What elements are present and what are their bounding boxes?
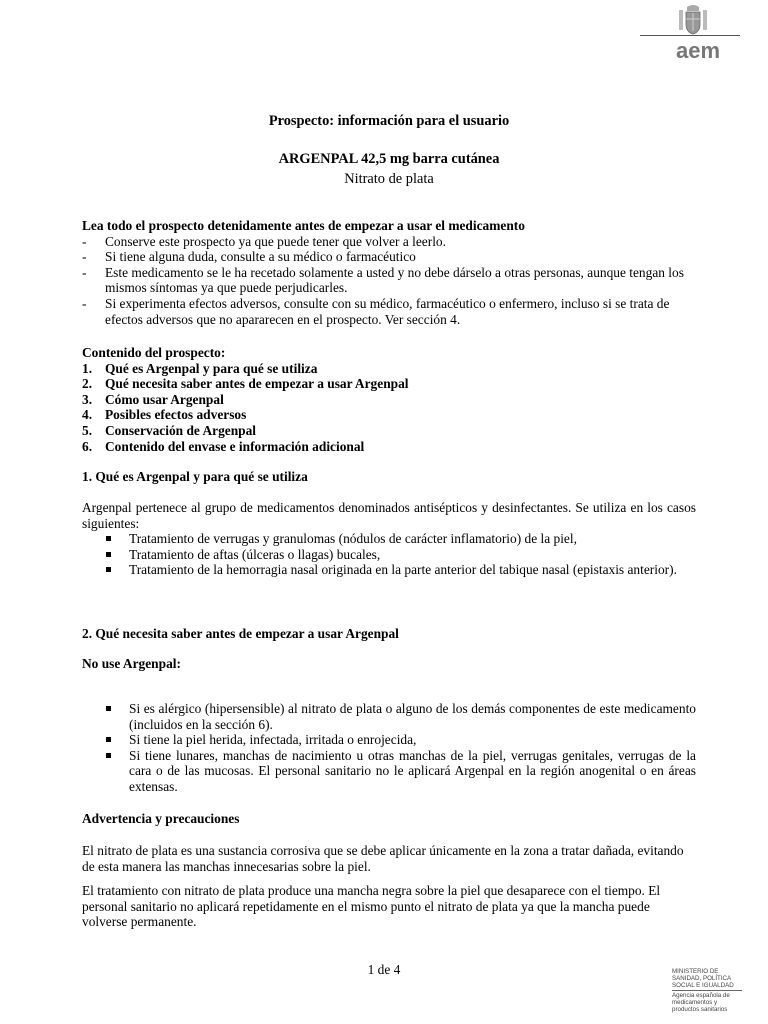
ministry-line: MINISTERIO DE [672, 968, 719, 975]
section1-body [82, 500, 696, 578]
intro-heading: Lea todo el prospecto detenidamente antes de empezar a usar el medicamento [82, 218, 525, 233]
no-use-heading: No use Argenpal: [82, 656, 181, 671]
no-use-body [82, 701, 696, 795]
header-rule [640, 35, 740, 36]
ministry-logo [672, 968, 744, 1013]
list-item: 4. Posibles efectos adversos [82, 407, 247, 423]
list-item: Tratamiento de verrugas y granulomas (nódulos de carácter inflamatorio) de la piel, [82, 531, 696, 547]
coat-of-arms-icon [676, 4, 710, 36]
ministry-line: SANIDAD, POLÍTICA [672, 975, 732, 982]
list-item: Si tiene la piel herida, infectada, irritada o enrojecida, [82, 732, 696, 748]
leaflet-title: Prospecto: información para el usuario [268, 113, 510, 129]
warnings-paragraph-2: El tratamiento con nitrato de plata produce una mancha negra sobre la piel que desaparece con el tiempo. El personal sanitario no aplicará repetidamente en el mismo punto el nitrato de plata ya que la mancha puede volverse permanente. [82, 883, 661, 930]
intro-section [82, 218, 696, 327]
list-item: - Este medicamento se le ha recetado solamente a usted y no debe dárselo a otras personas, aunque tengan los mismos síntomas ya que puede perjudicarles. [82, 265, 696, 296]
list-item: Si tiene lunares, manchas de nacimiento u otras manchas de la piel, verrugas genitales, verrugas de la cara o de las mucosas. El personal sanitario no le aplicará Argenpal en la región anogenital o en áreas extensas. [82, 748, 696, 795]
warnings-heading: Advertencia y precauciones [82, 811, 240, 826]
ministry-rule [672, 990, 742, 991]
section1-heading: 1. Qué es Argenpal y para qué se utiliza [82, 469, 308, 484]
ministry-line: SOCIAL E IGUALDAD [672, 982, 734, 989]
section1-list [82, 531, 696, 578]
agency-line: Agencia española de [672, 992, 730, 999]
list-item: - Si tiene alguna duda, consulte a su médico o farmacéutico [82, 249, 696, 265]
list-item: - Conserve este prospecto ya que puede tener que volver a leerlo. [82, 234, 696, 250]
no-use-list [82, 701, 696, 795]
contents-section [82, 345, 696, 454]
agency-line: productos sanitarios [672, 1006, 728, 1013]
product-name: ARGENPAL 42,5 mg barra cutánea [278, 151, 500, 167]
section1-paragraph: Argenpal pertenece al grupo de medicamentos denominados antisépticos y desinfectantes. Se utiliza en los casos siguientes: [82, 500, 696, 531]
list-item: - Si experimenta efectos adversos, consulte con su médico, farmacéutico o enfermero, incluso si se trata de efectos adversos que no apararecen en el prospecto. Ver sección 4. [82, 296, 696, 327]
list-item: 3. Cómo usar Argenpal [82, 391, 224, 407]
contents-heading: Contenido del prospecto: [82, 345, 226, 360]
active-substance: Nitrato de plata [344, 171, 434, 187]
svg-text:aem: aem [676, 38, 721, 63]
agency-logo [676, 38, 721, 63]
list-item: 5. Conservación de Argenpal [82, 422, 257, 438]
intro-list [82, 234, 696, 328]
list-item: Si es alérgico (hipersensible) al nitrato de plata o alguno de los demás componentes de este medicamento (incluidos en la sección 6). [82, 701, 696, 732]
contents-list [82, 361, 696, 455]
warnings-paragraph-1: El nitrato de plata es una sustancia corrosiva que se debe aplicar únicamente en la zona a tratar dañada, evitando de esta manera las manchas innecesarias sobre la piel. [82, 843, 684, 874]
agency-line: medicamentos y [672, 999, 718, 1006]
list-item: 6. Contenido del envase e información adicional [82, 438, 365, 454]
list-item: Tratamiento de la hemorragia nasal originada en la parte anterior del tabique nasal (epistaxis anterior). [82, 562, 696, 578]
list-item: Tratamiento de aftas (úlceras o llagas) bucales, [82, 547, 696, 563]
list-item: 1. Qué es Argenpal y para qué se utiliza [82, 360, 318, 376]
list-item: 2. Qué necesita saber antes de empezar a usar Argenpal [82, 376, 409, 392]
section2-heading: 2. Qué necesita saber antes de empezar a usar Argenpal [82, 626, 399, 641]
page-number: 1 de 4 [367, 962, 401, 977]
